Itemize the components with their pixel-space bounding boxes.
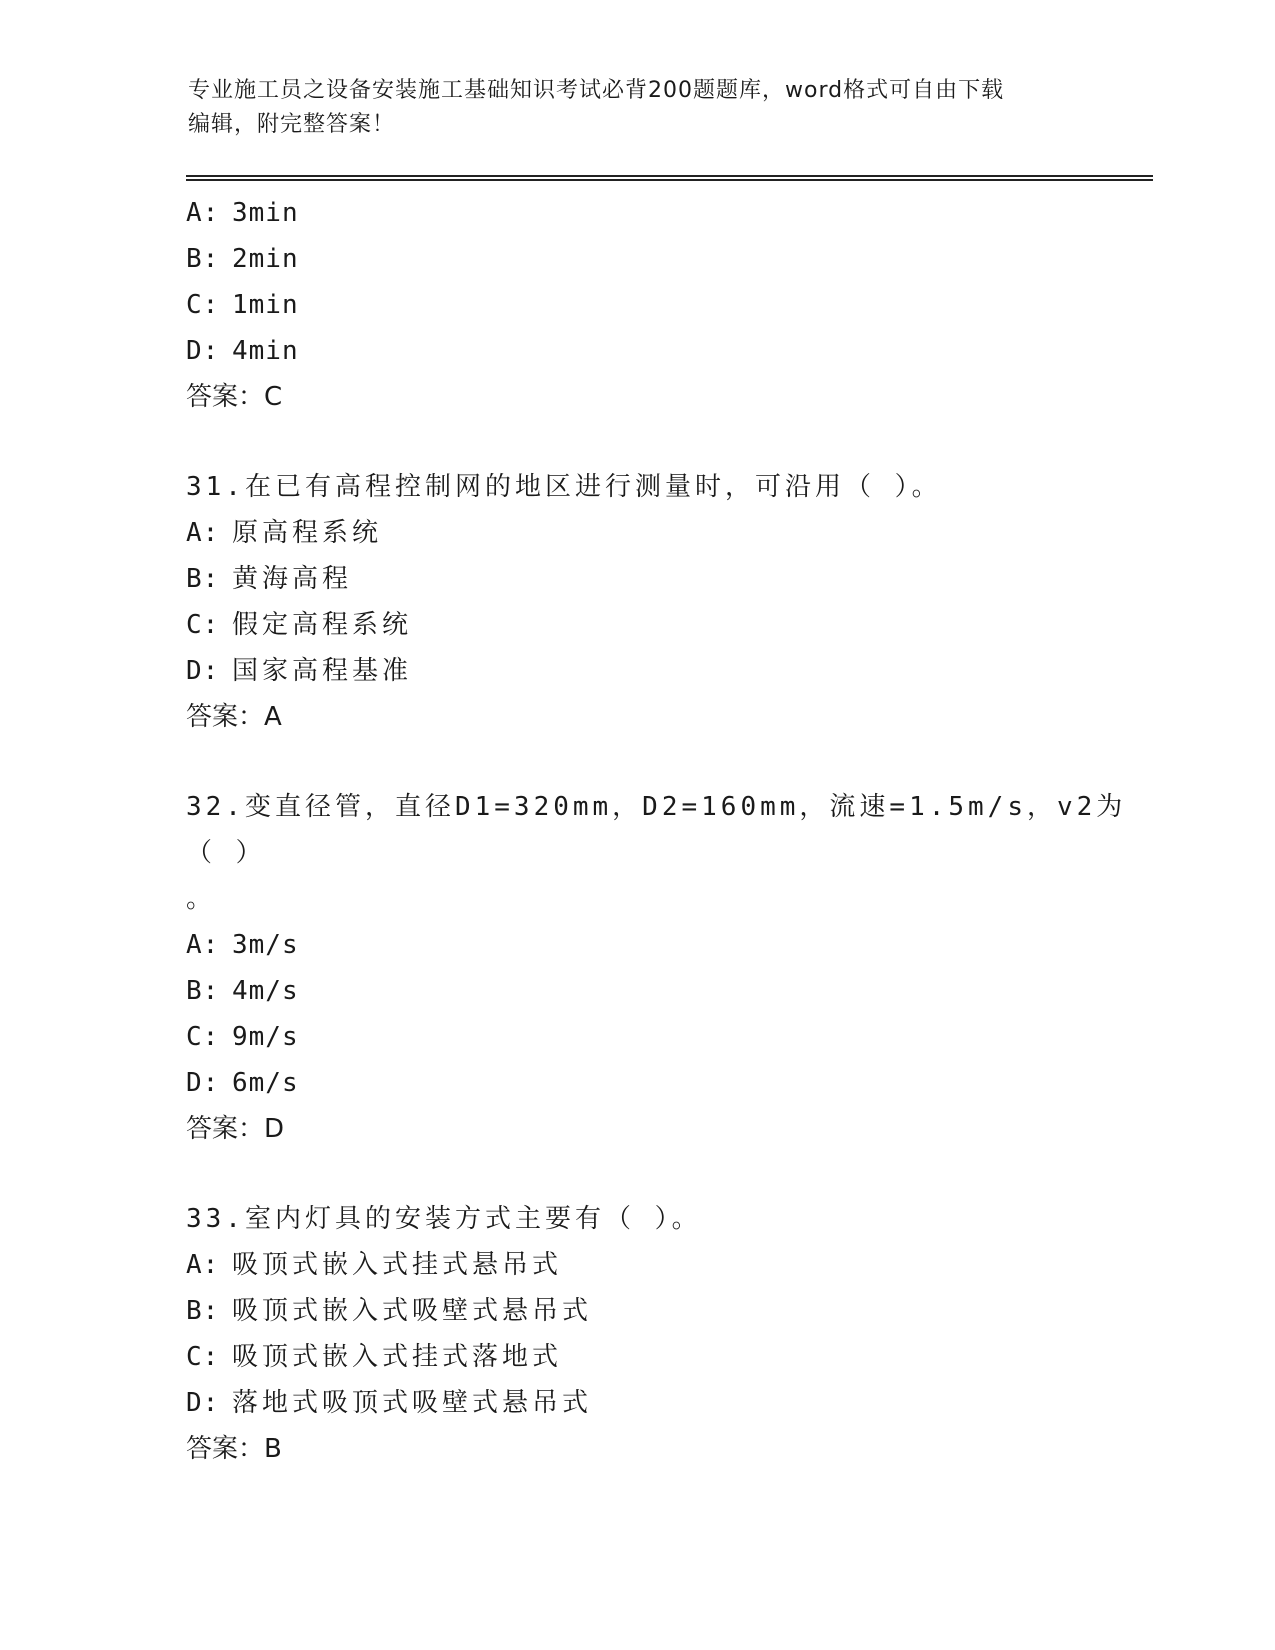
option-text: 吸顶式嵌入式吸壁式悬吊式 [232,1296,593,1326]
option-text: 国家高程基准 [232,656,413,686]
option-a [186,190,1146,236]
question-block-31 [186,464,1146,740]
option-label: C: [186,610,220,640]
option-d [186,1380,1146,1426]
option-label: D: [186,1068,220,1098]
header-rule-bottom [186,179,1153,181]
option-text: 原高程系统 [232,518,383,548]
option-text: 3m/s [232,930,299,960]
option-text: 4m/s [232,976,299,1006]
option-label: A: [186,930,220,960]
option-b [186,968,1146,1014]
question-stem-continuation: 。 [186,884,213,914]
question-stem: 33.室内灯具的安装方式主要有（ ）。 [186,1204,702,1234]
question-block-33 [186,1196,1146,1472]
option-d [186,648,1146,694]
question-stem: 32.变直径管，直径D1=320mm，D2=160mm，流速=1.5m/s，v2为（ ） [186,792,1127,868]
question-list [186,190,1146,1472]
answer-line: 答案：D [186,1114,285,1144]
option-text: 黄海高程 [232,564,353,594]
question-stem: 31.在已有高程控制网的地区进行测量时，可沿用（ ）。 [186,472,942,502]
option-label: C: [186,1342,220,1372]
option-a [186,510,1146,556]
option-text: 吸顶式嵌入式挂式悬吊式 [232,1250,563,1280]
option-label: B: [186,564,220,594]
header-title-line-1: 专业施工员之设备安装施工基础知识考试必背200题题库，word格式可自由下载 [188,78,1005,103]
option-c [186,1014,1146,1060]
answer-line: 答案：A [186,702,282,732]
header-rule-top [186,175,1153,177]
option-text: 4min [232,336,299,366]
option-label: B: [186,976,220,1006]
option-text: 落地式吸顶式吸壁式悬吊式 [232,1388,593,1418]
option-d [186,1060,1146,1106]
option-b [186,1288,1146,1334]
question-block-32 [186,784,1146,1152]
spacer [186,740,1146,784]
answer-line: 答案：C [186,382,283,412]
option-c [186,282,1146,328]
option-text: 1min [232,290,299,320]
option-label: B: [186,244,220,274]
option-label: A: [186,1250,220,1280]
spacer [186,1152,1146,1196]
document-header [188,74,1088,142]
option-b [186,556,1146,602]
option-d [186,328,1146,374]
option-label: A: [186,518,220,548]
option-label: D: [186,336,220,366]
option-text: 9m/s [232,1022,299,1052]
option-a [186,1242,1146,1288]
option-text: 假定高程系统 [232,610,413,640]
spacer [186,420,1146,464]
option-label: D: [186,656,220,686]
previous-question-block [186,190,1146,420]
option-text: 6m/s [232,1068,299,1098]
option-text: 2min [232,244,299,274]
option-label: B: [186,1296,220,1326]
option-c [186,602,1146,648]
header-title-line-2: 编辑，附完整答案！ [188,112,396,137]
option-text: 吸顶式嵌入式挂式落地式 [232,1342,563,1372]
option-c [186,1334,1146,1380]
answer-line: 答案：B [186,1434,282,1464]
option-text: 3min [232,198,299,228]
option-label: C: [186,290,220,320]
option-b [186,236,1146,282]
option-label: D: [186,1388,220,1418]
option-a [186,922,1146,968]
option-label: C: [186,1022,220,1052]
option-label: A: [186,198,220,228]
